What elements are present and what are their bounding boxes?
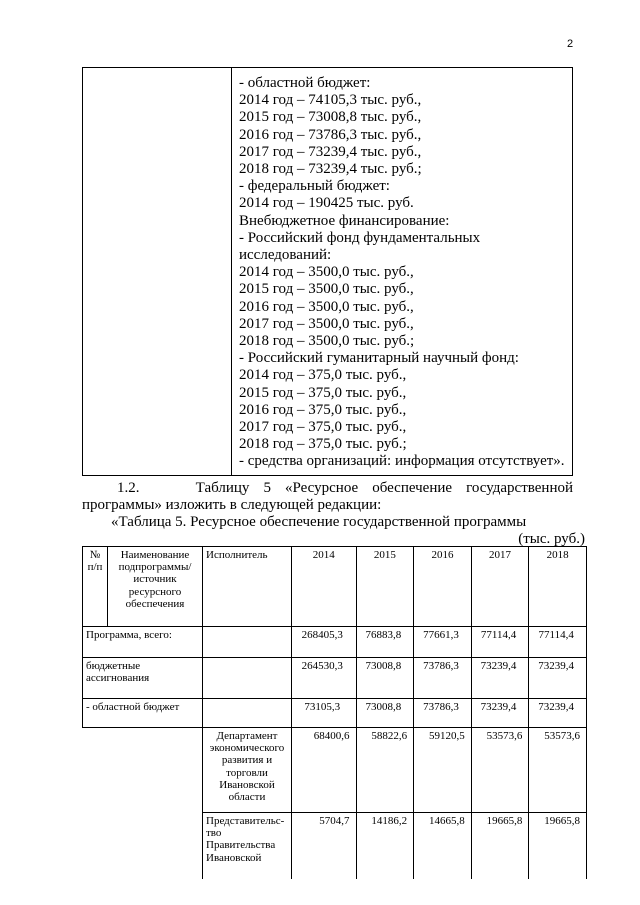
header-2018: 2018: [529, 547, 587, 627]
empty-left-cell: [83, 68, 232, 476]
table-row: [83, 728, 587, 813]
table-row: [83, 699, 587, 728]
value-2018: 73239,4: [529, 658, 587, 699]
value-2016: 59120,5: [414, 728, 472, 813]
funding-line: Внебюджетное финансирование:: [239, 212, 450, 229]
header-name: Наименование подпрограммы/ источник ресурсного обеспечения: [108, 547, 203, 627]
row-name: - областной бюджет: [83, 699, 203, 728]
value-2014: 68400,6: [292, 728, 357, 813]
funding-lines: [239, 75, 572, 471]
table-row: [83, 627, 587, 658]
value-2016: 77661,3: [414, 627, 472, 658]
value-2014: 73105,3: [292, 699, 357, 728]
funding-line: 2017 год – 3500,0 тыс. руб.,: [239, 315, 414, 332]
header-2017: 2017: [471, 547, 529, 627]
funding-line: - федеральный бюджет:: [239, 178, 390, 195]
table-row: [83, 658, 587, 699]
row-executor: Представительс-тво Правительства Ивановской: [203, 813, 292, 880]
table-row: [83, 813, 587, 880]
value-2014: 5704,7: [292, 813, 357, 880]
resource-table: [82, 546, 587, 879]
funding-line: 2014 год – 74105,3 тыс. руб.,: [239, 92, 422, 109]
value-2015: 73008,8: [356, 699, 414, 728]
funding-line: - Российский фонд фундаментальных: [239, 229, 481, 246]
funding-line: исследований:: [239, 247, 332, 264]
row-executor: [203, 627, 292, 658]
value-2017: 19665,8: [471, 813, 529, 880]
funding-line: 2016 год – 73786,3 тыс. руб.,: [239, 126, 422, 143]
header-number: № п/п: [83, 547, 108, 627]
units-label: (тыс. руб.): [518, 531, 585, 547]
paragraph-continuation: программы» изложить в следующей редакции:: [82, 497, 382, 513]
funding-line: 2016 год – 375,0 тыс. руб.,: [239, 401, 407, 418]
value-2016: 73786,3: [414, 699, 472, 728]
row-executor: Департамент экономического развития и торговли Ивановской области: [203, 728, 292, 813]
funding-line: 2018 год – 3500,0 тыс. руб.;: [239, 333, 415, 350]
funding-line: 2017 год – 375,0 тыс. руб.,: [239, 419, 407, 436]
row-name: [83, 813, 203, 880]
value-2018: 77114,4: [529, 627, 587, 658]
value-2016: 14665,8: [414, 813, 472, 880]
value-2017: 73239,4: [471, 658, 529, 699]
header-2016: 2016: [414, 547, 472, 627]
value-2017: 77114,4: [471, 627, 529, 658]
funding-line: 2015 год – 73008,8 тыс. руб.,: [239, 109, 422, 126]
table-title: «Таблица 5. Ресурсное обеспечение государственной программы: [111, 514, 527, 530]
row-executor: [203, 699, 292, 728]
funding-line: 2015 год – 3500,0 тыс. руб.,: [239, 281, 414, 298]
paragraph-number: 1.2.: [117, 480, 140, 496]
funding-line: - средства организаций: информация отсутствует».: [239, 453, 565, 470]
value-2014: 264530,3: [292, 658, 357, 699]
funding-line: - Российский гуманитарный научный фонд:: [239, 350, 519, 367]
row-name: бюджетные ассигнования: [83, 658, 203, 699]
value-2015: 58822,6: [356, 728, 414, 813]
value-2017: 53573,6: [471, 728, 529, 813]
funding-line: 2014 год – 3500,0 тыс. руб.,: [239, 264, 414, 281]
funding-line: 2014 год – 190425 тыс. руб.: [239, 195, 414, 212]
value-2015: 76883,8: [356, 627, 414, 658]
funding-line: 2018 год – 375,0 тыс. руб.;: [239, 436, 407, 453]
funding-line: 2016 год – 3500,0 тыс. руб.,: [239, 298, 414, 315]
value-2014: 268405,3: [292, 627, 357, 658]
value-2018: 73239,4: [529, 699, 587, 728]
paragraph-1-2: [82, 480, 573, 497]
funding-line: 2014 год – 375,0 тыс. руб.,: [239, 367, 407, 384]
paragraph-text: Таблицу 5 «Ресурсное обеспечение государственной: [195, 480, 573, 496]
funding-line: 2018 год – 73239,4 тыс. руб.;: [239, 161, 422, 178]
funding-line: 2017 год – 73239,4 тыс. руб.,: [239, 143, 422, 160]
funding-line: - областной бюджет:: [239, 75, 371, 91]
header-executor: Исполнитель: [203, 547, 292, 627]
row-executor: [203, 658, 292, 699]
funding-continuation-table: [82, 67, 573, 476]
funding-details-cell: [232, 68, 573, 476]
header-2015: 2015: [356, 547, 414, 627]
header-2014: 2014: [292, 547, 357, 627]
page-number: 2: [567, 38, 574, 50]
value-2018: 53573,6: [529, 728, 587, 813]
funding-line: 2015 год – 375,0 тыс. руб.,: [239, 384, 407, 401]
value-2015: 73008,8: [356, 658, 414, 699]
value-2016: 73786,3: [414, 658, 472, 699]
value-2015: 14186,2: [356, 813, 414, 880]
row-name: [83, 728, 203, 813]
value-2017: 73239,4: [471, 699, 529, 728]
row-name: Программа, всего:: [83, 627, 203, 658]
value-2018: 19665,8: [529, 813, 587, 880]
